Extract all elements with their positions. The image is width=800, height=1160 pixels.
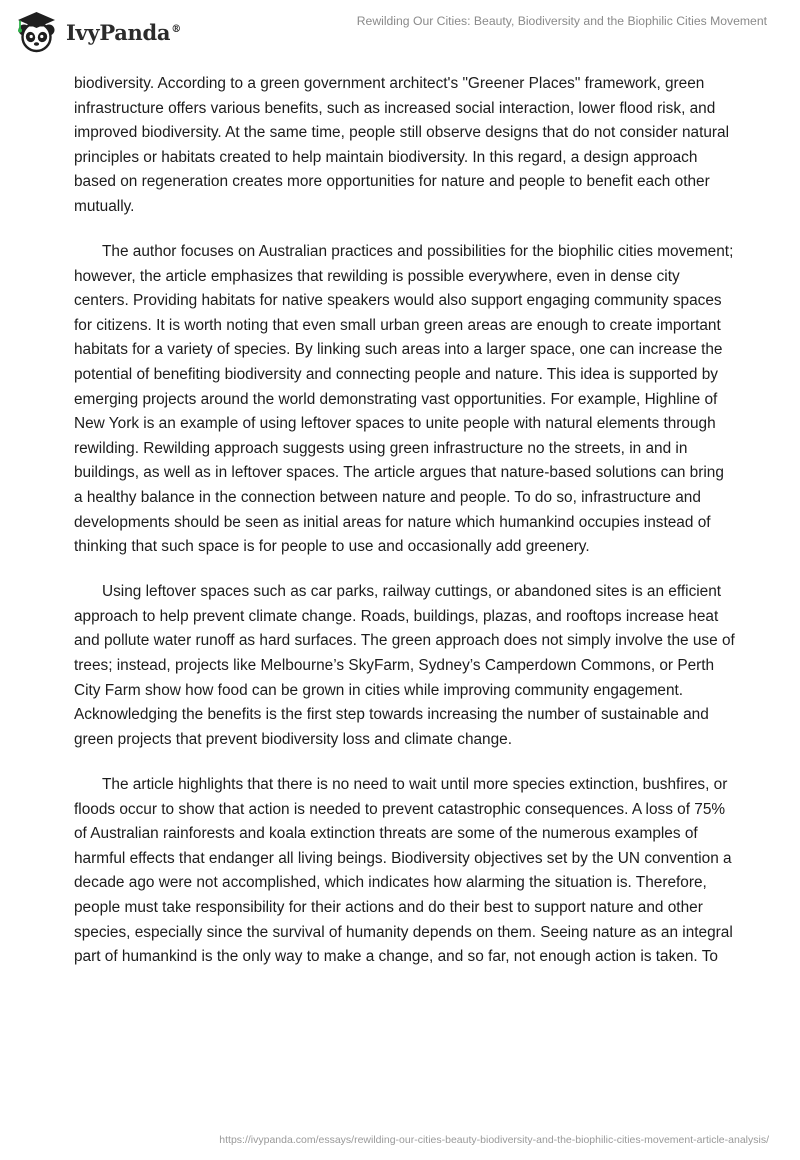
ivypanda-logo[interactable]: [14, 9, 181, 55]
paragraph: The article highlights that there is no need to wait until more species extinction, bushfires, or floods occur to show that action is needed to prevent catastrophic consequences. A loss of 75% of Australian rainforests and koala extinction threats are some of the numerous examples of harmful effects that endanger all living beings. Biodiversity objectives set by the UN convention a decade ago were not accomplished, which indicates how alarming the situation is. Therefore, people must take responsibility for their actions and do their best to support nature and other species, especially since the survival of humanity depends on them. Seeing nature as an integral part of humankind is the only way to make a change, and so far, not enough action is taken. To: [74, 775, 733, 966]
registered-mark: ®: [171, 23, 181, 35]
document-title: Rewilding Our Cities: Beauty, Biodiversity and the Biophilic Cities Movement: [356, 14, 767, 28]
source-url[interactable]: https://ivypanda.com/essays/rewilding-our-cities-beauty-biodiversity-and-the-biophilic-cities-movement-article-analysis/: [219, 1134, 769, 1146]
logo-text: IvyPanda®: [66, 19, 181, 45]
panda-graduation-cap-icon: [14, 9, 60, 55]
paragraph: Using leftover spaces such as car parks, railway cuttings, or abandoned sites is an efficient approach to help prevent climate change. Roads, buildings, plazas, and rooftops increase heat and pollute water runoff as hard surfaces. The green approach does not simply involve the use of trees; instead, projects like Melbourne’s SkyFarm, Sydney’s Camperdown Commons, or Perth City Farm show how food can be grown in cities while improving community engagement. Acknowledging the benefits is the first step towards increasing the number of sustainable and green projects that prevent biodiversity loss and climate change.: [74, 583, 735, 748]
paragraph: The author focuses on Australian practices and possibilities for the biophilic cities movement; however, the article emphasizes that rewilding is possible everywhere, even in dense city centers. Providing habitats for native speakers would also support engaging community spaces for citizens. It is worth noting that even small urban green areas are enough to create important habitats for a variety of species. By linking such areas into a larger space, one can increase the potential of benefiting biodiversity and connecting people and nature. This idea is supported by emerging projects around the world demonstrating vast opportunities. For example, Highline of New York is an example of using leftover spaces to unite people with natural elements through rewilding. Rewilding approach suggests using green infrastructure no the streets, in and in buildings, as well as in leftover spaces. The article argues that nature-based solutions can bring a healthy balance in the connection between nature and people. To do so, infrastructure and developments should be seen as initial areas for nature which humankind occupies instead of thinking that such space is for people to use and occasionally add greenery.: [74, 243, 734, 556]
paragraph: biodiversity. According to a green government architect's "Greener Places" framework, green infrastructure offers various benefits, such as increased social interaction, lower flood risk, and improved biodiversity. At the same time, people still observe designs that do not consider natural principles or habitats created to help maintain biodiversity. In this regard, a design approach based on regeneration creates more opportunities for nature and people to benefit each other mutually.: [74, 75, 730, 215]
essay-body: [74, 72, 736, 990]
page-header: [0, 0, 800, 72]
